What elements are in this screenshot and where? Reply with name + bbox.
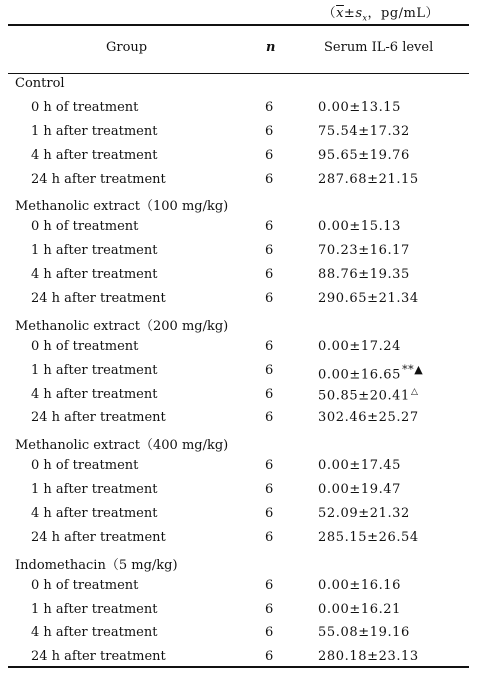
table-row [0, 528, 477, 552]
units-open: （ [322, 6, 337, 21]
serum-level-value: 0.00±17.45 [318, 458, 402, 474]
n-value: 6 [265, 458, 274, 474]
timepoint-label: 4 h after treatment [31, 506, 158, 522]
n-value: 6 [265, 529, 274, 545]
serum-level-value: 55.08±19.16 [318, 625, 410, 641]
group-name: Control [15, 76, 65, 91]
n-value: 6 [265, 243, 274, 259]
n-value: 6 [265, 171, 274, 187]
timepoint-label: 1 h after treatment [31, 482, 158, 498]
n-value: 6 [265, 147, 274, 163]
n-value: 6 [265, 649, 274, 665]
table-row [0, 480, 477, 504]
timepoint-label: 0 h of treatment [31, 577, 139, 593]
serum-level-value: 0.00±17.24 [318, 338, 402, 354]
table-row [0, 217, 477, 241]
serum-level-cell [318, 530, 419, 545]
table-row [0, 623, 477, 647]
timepoint-label: 1 h after treatment [31, 123, 158, 139]
n-value: 6 [265, 506, 274, 522]
serum-level-cell [318, 506, 410, 521]
serum-level-cell [318, 243, 410, 258]
n-value: 6 [265, 601, 274, 617]
table-row [0, 170, 477, 194]
n-value: 6 [265, 219, 274, 235]
serum-level-cell [318, 458, 401, 473]
n-value: 6 [265, 123, 274, 139]
serum-level-value: 70.23±16.17 [318, 243, 410, 259]
header-group: Group [106, 40, 148, 55]
serum-level-cell [318, 172, 419, 187]
serum-level-cell [318, 148, 410, 163]
table-row [0, 146, 477, 170]
group-name: Methanolic extract（100 mg/kg) [15, 199, 229, 215]
table-row [0, 385, 477, 409]
n-value: 6 [265, 625, 274, 641]
timepoint-label: 4 h after treatment [31, 625, 158, 641]
units-plusminus: ± [343, 6, 356, 21]
n-value: 6 [265, 362, 274, 378]
timepoint-label: 24 h after treatment [31, 410, 166, 426]
units-caption [323, 2, 439, 23]
timepoint-label: 4 h after treatment [31, 267, 158, 283]
serum-level-cell [318, 482, 401, 497]
serum-level-value: 285.15±26.54 [318, 529, 419, 545]
units-sd-symbol: s [355, 6, 363, 21]
table-section-row [0, 313, 477, 337]
group-name: Methanolic extract（200 mg/kg) [15, 318, 229, 334]
serum-level-cell [318, 219, 401, 234]
serum-level-cell [318, 291, 419, 306]
table-row [0, 122, 477, 146]
timepoint-label: 0 h of treatment [31, 219, 139, 235]
table-row [0, 241, 477, 265]
table-row [0, 98, 477, 122]
serum-level-cell [318, 100, 401, 115]
serum-level-value: 280.18±23.13 [318, 649, 419, 665]
n-value: 6 [265, 338, 274, 354]
serum-level-value: 52.09±21.32 [318, 506, 410, 522]
serum-level-value: 0.00±16.65 [318, 367, 402, 383]
table-row [0, 337, 477, 361]
units-sd-subscript: x [362, 13, 368, 23]
n-value: 6 [265, 386, 274, 402]
units-close: ，pg/mL） [367, 6, 439, 21]
table-row [0, 456, 477, 480]
timepoint-label: 0 h of treatment [31, 99, 139, 115]
table-row [0, 600, 477, 624]
timepoint-label: 24 h after treatment [31, 529, 166, 545]
group-name: Indomethacin（5 mg/kg) [15, 557, 178, 573]
timepoint-label: 1 h after treatment [31, 243, 158, 259]
serum-level-cell [318, 363, 423, 382]
group-name: Methanolic extract（400 mg/kg) [15, 438, 229, 454]
n-value: 6 [265, 291, 274, 307]
timepoint-label: 24 h after treatment [31, 291, 166, 307]
table-row [0, 504, 477, 528]
timepoint-label: 1 h after treatment [31, 601, 158, 617]
serum-level-value: 88.76±19.35 [318, 267, 410, 283]
n-value: 6 [265, 577, 274, 593]
serum-level-value: 287.68±21.15 [318, 171, 419, 187]
timepoint-label: 0 h of treatment [31, 338, 139, 354]
table-row [0, 265, 477, 289]
serum-level-cell [318, 410, 419, 425]
timepoint-label: 4 h after treatment [31, 386, 158, 402]
serum-level-value: 50.85±20.41 [318, 387, 410, 403]
table-section-row [0, 193, 477, 217]
table-row [0, 647, 477, 671]
timepoint-label: 24 h after treatment [31, 649, 166, 665]
serum-level-cell [318, 267, 410, 282]
table-section-row [0, 74, 477, 98]
table-body [0, 74, 477, 671]
serum-level-value: 75.54±17.32 [318, 123, 410, 139]
table-top-rule [8, 24, 469, 26]
serum-level-cell [318, 387, 418, 403]
serum-level-cell [318, 124, 410, 139]
table-section-row [0, 432, 477, 456]
units-mean-symbol: $\overline{x}$ [336, 6, 344, 21]
timepoint-label: 24 h after treatment [31, 171, 166, 187]
table-row [0, 289, 477, 313]
header-serum-level: Serum IL-6 level [324, 40, 434, 55]
timepoint-label: 0 h of treatment [31, 458, 139, 474]
serum-level-value: 0.00±19.47 [318, 482, 402, 498]
table-bottom-rule [8, 666, 469, 668]
table-row [0, 576, 477, 600]
n-value: 6 [265, 482, 274, 498]
significance-marker: △ [410, 386, 419, 397]
serum-level-value: 0.00±13.15 [318, 99, 402, 115]
n-value: 6 [265, 99, 274, 115]
timepoint-label: 1 h after treatment [31, 362, 158, 378]
timepoint-label: 4 h after treatment [31, 147, 158, 163]
n-value: 6 [265, 267, 274, 283]
n-value: 6 [265, 410, 274, 426]
serum-level-value: 0.00±16.16 [318, 577, 402, 593]
significance-marker: **▲ [402, 362, 424, 376]
serum-level-cell [318, 578, 401, 593]
serum-level-value: 0.00±15.13 [318, 219, 402, 235]
table-row [0, 408, 477, 432]
serum-level-cell [318, 649, 419, 664]
serum-level-cell [318, 625, 410, 640]
serum-level-cell [318, 602, 401, 617]
serum-level-value: 302.46±25.27 [318, 410, 419, 426]
table-row [0, 361, 477, 385]
serum-level-cell [318, 339, 401, 354]
table-section-row [0, 552, 477, 576]
serum-level-value: 95.65±19.76 [318, 147, 410, 163]
header-n: n [266, 40, 276, 55]
serum-level-value: 290.65±21.34 [318, 291, 419, 307]
serum-level-value: 0.00±16.21 [318, 601, 402, 617]
